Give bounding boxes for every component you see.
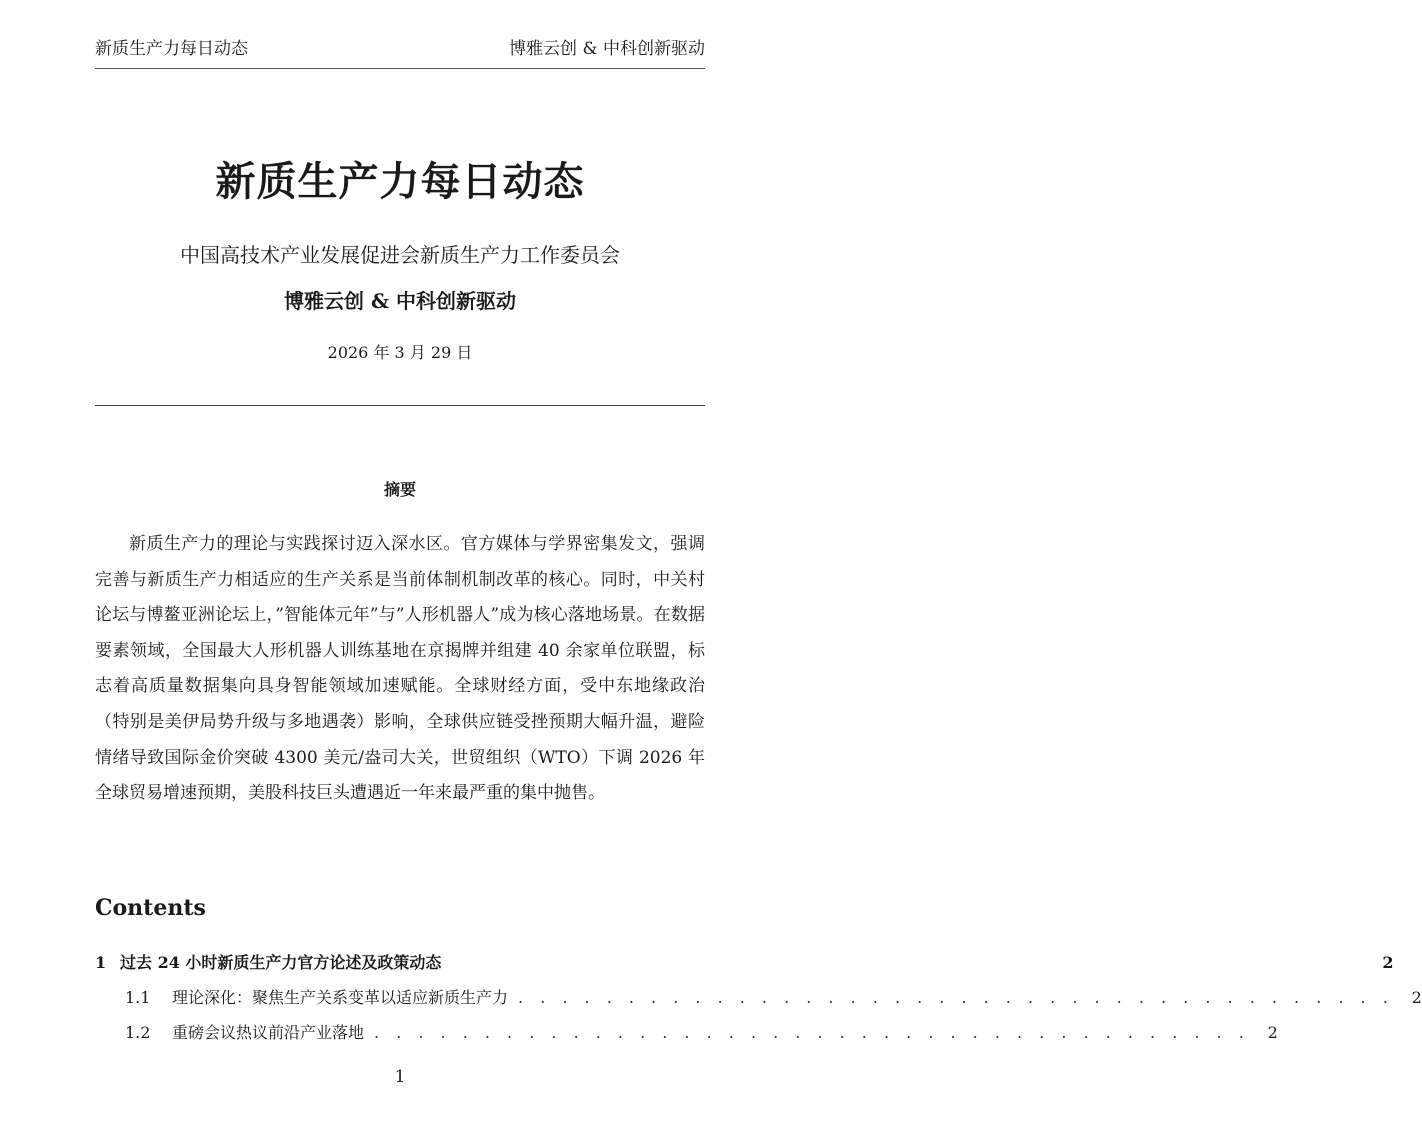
toc-entry-title[interactable]: 重磅会议热议前沿产业落地 bbox=[172, 1023, 365, 1042]
toc-entry-page[interactable]: 2 bbox=[1382, 953, 1394, 972]
running-header bbox=[95, 36, 705, 69]
header-right-authors: 博雅云创 & 中科创新驱动 bbox=[509, 39, 705, 59]
header-left-title: 新质生产力每日动态 bbox=[95, 39, 248, 59]
toc-leader-dots: . . . . . . . . . . . . . . . . . . . . . . . . . . . . . . . . . . . . . . . . bbox=[374, 1023, 1250, 1042]
toc-entry-page[interactable]: 2 bbox=[1411, 988, 1422, 1007]
toc-entry-number: 1.1 bbox=[125, 988, 151, 1007]
page-number: 1 bbox=[394, 1067, 406, 1087]
table-of-contents bbox=[95, 950, 1422, 1055]
document-title: 新质生产力每日动态 bbox=[215, 158, 585, 205]
toc-entry[interactable] bbox=[95, 950, 1394, 985]
authors: 博雅云创 & 中科创新驱动 bbox=[284, 289, 516, 313]
abstract-heading: 摘要 bbox=[383, 480, 416, 499]
toc-entry-title[interactable]: 过去 24 小时新质生产力官方论述及政策动态 bbox=[120, 953, 442, 972]
toc-leader-dots: . . . . . . . . . . . . . . . . . . . . . . . . . . . . . . . . . . . . . . . . bbox=[518, 988, 1394, 1007]
contents-heading: Contents bbox=[95, 895, 206, 921]
toc-entry-number: 1.2 bbox=[125, 1023, 151, 1042]
toc-entry-title[interactable]: 理论深化：聚焦生产关系变革以适应新质生产力 bbox=[172, 988, 509, 1007]
organization: 中国高技术产业发展促进会新质生产力工作委员会 bbox=[180, 243, 620, 267]
toc-entry[interactable] bbox=[95, 1020, 1278, 1055]
toc-entry-number: 1 bbox=[95, 953, 107, 972]
toc-entry-page[interactable]: 2 bbox=[1267, 1023, 1278, 1042]
date: 2026 年 3 月 29 日 bbox=[327, 343, 473, 362]
abstract-body: 新质生产力的理论与实践探讨迈入深水区。官方媒体与学界密集发文，强调完善与新质生产力相适应的生产关系是当前体制机制改革的核心。同时，中关村论坛与博鳌亚洲论坛上，”智能体元年”与”人形机器人”成为核心落地场景。在数据要素领域，全国最大人形机器人训练基地在京揭牌并组建 40 余家单位联盟，标志着高质量数据集向具身智能领域加速赋能。全球财经方面，受中东地缘政治（特别是美伊局势升级与多地遇袭）影响，全球供应链受挫预期大幅升温，避险情绪导致国际金价突破 4300 美元/盎司大关，世贸组织（WTO）下调 2026 年全球贸易增速预期，美股科技巨头遭遇近一年来最严重的集中抛售。 bbox=[95, 534, 705, 804]
toc-entry[interactable] bbox=[95, 985, 1422, 1020]
title-divider bbox=[95, 405, 705, 406]
